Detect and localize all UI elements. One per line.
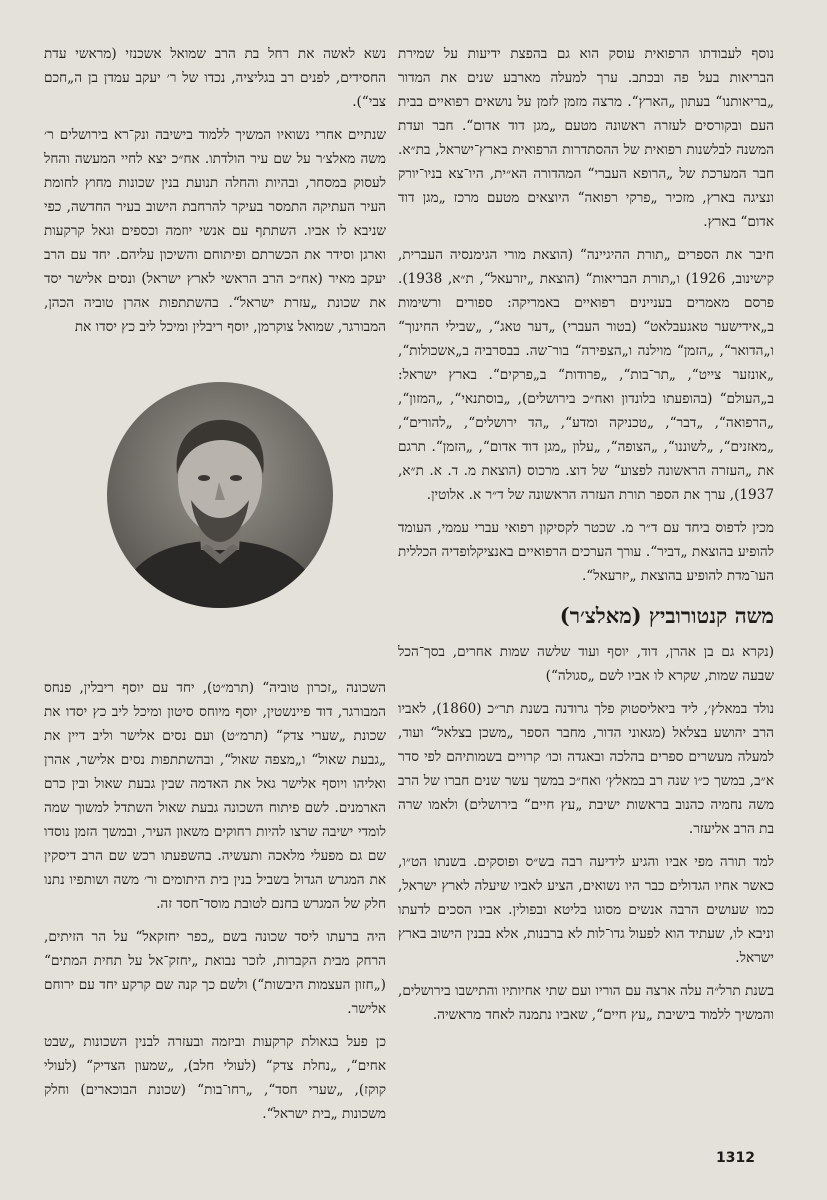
paragraph: נוסף לעבודתו הרפואית עוסק הוא גם בהפצת ידיעות על שמירת הבריאות בעל פה ובכתב. ערך למעלה מארבע שנים את המדור „בריאותנו“ בעתון „הארץ“. מרצה מזמן לזמן על נושאים רפואיים בבית העם ובקורסים לעזרה ראשונה מטעם „מגן דוד אדום“. חבר ועדת המשנה לבלשנות רפואית של ההסתדרות הרפואית בארץ־ישראל, בת״א. חבר המערכת של „הרופא העברי“ המהדורה הא״ית, היו־צא בניו־יורק ונציגה בארץ, מזכיר „פרקי רפואה“ היוצאים מטעם מרכז „מגן דוד אדום“ בארץ. [398, 46, 774, 230]
right-eye [230, 475, 242, 481]
entry-title: משה קנטורוביץ (מאלצ׳ר) [559, 603, 774, 628]
paragraph: כן פעל בגאולת קרקעות וביזמה ובעזרה לבנין השכונות „שבט אחים“, „נחלת צדק“ (לעולי חלב), „שמעון הצדיק“ (לעולי קוקז), „שערי חסד“, „רחו־בות“ (שכונת הבוכארים) וחלק משכונות „בית ישראל“. [44, 1034, 386, 1122]
paragraph: נשא לאשה את רחל בת הרב שמואל אשכנזי (מראשי עדת החסידים, לפנים רב בגליציה, נכדו של ר׳ יעקב עמדן בן ה„חכם צבי“). [44, 46, 386, 110]
page-number: 1312 [716, 1150, 755, 1166]
paragraph: (נקרא גם בן אהרן, דוד, יוסף ועוד שלשה שמות אחרים, בסך־הכל שבעה שמות, שקרא לו אביו לשם „סגולה“) [398, 644, 774, 684]
left-eye [198, 475, 210, 481]
paragraph: מכין לדפוס ביחד עם ד״ר מ. שכטר לקסיקון רפואי עברי עממי, העומד להופיע בהוצאת „דביר“. עורך הערכים הרפואיים באנציקלופדיה הכללית העו־מדת להופיע בהוצאת „יזרעאל“. [398, 520, 774, 584]
right-column [398, 42, 774, 1036]
paragraph: היה ברעתו ליסד שכונה בשם „כפר יחזקאל“ על הר הזיתים, הרחק מבית הקברות, לזכר נבואת „יחזק־אל על תחית המתים“ („חזון העצמות היבשות“) ולשם כך קנה שם קרקע יחד עם ירוחם אלישר. [44, 929, 386, 1017]
paragraph: נולד במאלץ׳, ליד ביאליסטוק פלך גרודנה בשנת תר״כ (1860), לאביו הרב יהושע בצלאל (מגאוני הדור, מחבר הספר „משכן בצלאל“ ועוד, למעלה מעשרים ספרים בהלכה ובאגדה וכו׳ קרויים בשמותיהם לפי סדר א״ב, במשך כ״ו שנה רב במאלץ׳ ואח״כ במשך עשר שנים חברו של הרב משה נחמיה כהנוב בראשות ישיבת „עץ חיים“ בירושלים) ולאמו שרה בת הרב אליעזר. [398, 701, 774, 837]
left-column-bottom [44, 676, 386, 1135]
paragraph: בשנת תרל״ה עלה ארצה עם הוריו ועם שתי אחיותיו והתישבו בירושלים, והמשיך ללמוד בישיבת „עץ חיים“, שאביו נתמנה לאחד מראשיה. [398, 983, 774, 1023]
paragraph: למד תורה מפי אביו והגיע לידיעה רבה בש״ס ופוסקים. בשנתו הט״ו, כאשר אחיו הגדולים כבר היו נשואים, הציע לאביו שיעלה לארץ ישראל, כמו שעושים הרבה אנשים מסוגו בליטא ובפולין. אביו הסכים לדעתו וניבא לו, שעתיד הוא לפעול גדו־לות לא ברבנות, אלא בבנין הישוב בארץ ישראל. [398, 854, 774, 966]
paragraph: חיבר את הספרים „תורת ההיגיינה“ (הוצאת מורי הגימנסיה העברית, קישינוב, 1926) ו„תורת הבריאות“ (הוצאת „יזרעאל“, ת״א, 1938). פרסם מאמרים בעניינים רפואיים באמריקה: ספורים ורשימות ב„אידישער טאגעבלאט“ (בטור העברי) „דער טאג“, „שבילי החינוך“ ו„הדואר“, „הזמן“ מוילנה ו„הצפירה“ בור־שה. בבסרביה ב„אשכולות“, „אונזער צייט“, „תר־בות“, „פרודות“ ב„פרקים“. בארץ ישראל: ב„העולם“ (בהופעתו בלונדון ואח״כ בירושלים), „בוסתנאי“, „המזון“, „הרפואה“, „דבר“, „טכניקה ומדע“, „הד ירושלים“, „להורים“, „מאזנים“, „לשוננו“, „הצופה“, „עלון „מגן דוד אדום“, „הזמן“. תרגם את „העזרה הראשונה לפצוע“ של דוצ. מרכוס (הוצאת מ. ד. א. ת״א, 1937), ערך את הספר תורת העזרה הראשונה של ד״ר א. אלוטין. [398, 247, 774, 503]
paragraph: שנתיים אחרי נשואיו המשיך ללמוד בישיבה ונק־רא בירושלים ר׳ משה מאלצ׳ר על שם עיר הולדתו. אח״כ יצא לחיי המעשה והחל לעסוק במסחר, ובהיות והחלה תנועת בנין שכונות מחוץ לחומת העיר העתיקה התמסר בעיקר להרחבת הישוב בעיר החדשה, כפי שניבא לו אביו. השתתף עם אנשי יוזמה וכספים וגאל קרקעות וארגן וסידר את הכשרתם ופיתוחם והשיכון עליהם. יחד עם הרב יעקב מאיר (אח״כ הרב הראשי לארץ ישראל) ונסים אלישר יסד את שכונת „עזרת ישראל“. בהשתתפות אהרן טוביה הכהן, המבורגר, שמואל צוקרמן, יוסף ריבלין ומיכל ליב כץ יסדו את [44, 127, 386, 335]
paragraph: השכונה „זכרון טוביה“ (תרמ״ט), יחד עם יוסף ריבלין, פנחס המבורגר, דוד פיינשטין, יוסף מיוחס סיטון ומיכל ליב כץ יסדו את שכונת „שערי צדק“ (תרמ״ט) ועם נסים אלישר וליב דיין את „גבעת שאול“ ו„מצפה שאול“, ובהשתתפות נסים אלישר, אהרן ואליהו ויוסף אלישר גאל את האדמה שבין גבעת שאול ובין כרם הארמנים. לשם פיתוח השכונה גבעת שאול השתדל למשוך שמה לומדי ישיבה שרצו להיות רחוקים משאון העיר, ובמשך הזמן נוסדו שם גם מפעלי מלאכה ותעשיה. בהשפעתו רכש שם הרב דיסקין את המגרש הגדול בשביל בנין בית היתומים ור׳ משה ושותפיו נתנו חלק של המגרש בחנם לטובת מוסד־חסד זה. [44, 680, 386, 912]
left-column-top [44, 42, 386, 348]
portrait-image [107, 382, 333, 608]
portrait-photo [107, 382, 333, 608]
